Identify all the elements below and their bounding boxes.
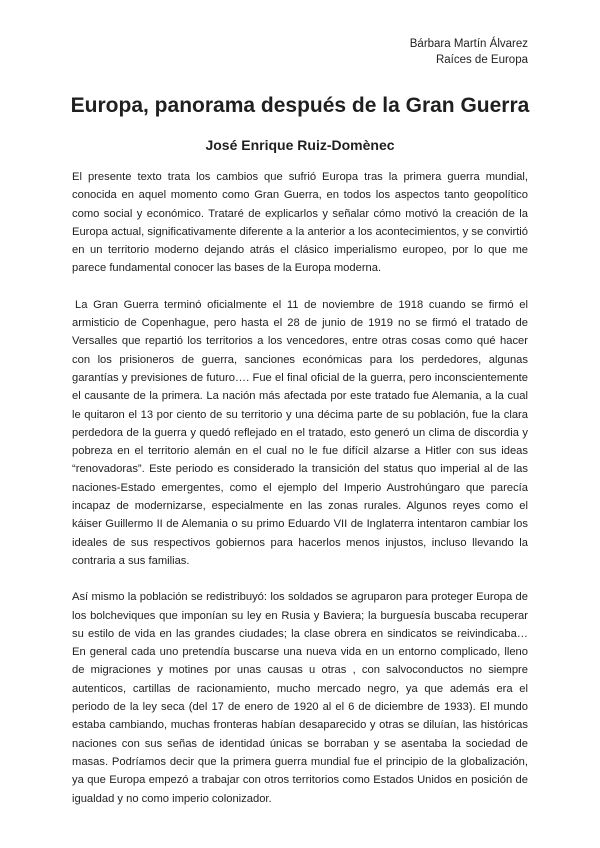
document-subtitle: José Enrique Ruiz-Domènec	[205, 137, 395, 153]
document-body	[72, 168, 528, 826]
author-name: Bárbara Martín Álvarez	[409, 38, 528, 50]
course-name: Raíces de Europa	[435, 54, 528, 66]
paragraph-intro: El presente texto trata los cambios que sufrió Europa tras la primera guerra mundial, conocida en aquel momento como Gran Guerra, en todos los aspectos tanto geopolítico como social y económico. Trataré de explicarlos y señalar cómo motivó la creación de la Europa actual, significativamente diferente a la anterior a los acontecimientos, y se convirtió en un territorio moderno dejando atrás el clásico imperialismo europeo, por lo que me parece fundamental conocer las bases de la Europa moderna.	[72, 171, 528, 275]
paragraph-poblacion: Así mismo la población se redistribuyó: los soldados se agruparon para proteger Europa de los bolcheviques que imponían su ley en Rusia y Baviera; la burguesía buscaba recuperar su estilo de vida en las grandes ciudades; la clase obrera en sindicatos se reivindicaba… En general cada uno pretendía buscarse una nueva vida en un entorno complicado, lleno de migraciones y motines por unas causas u otras , con salvoconductos no siempre autenticos, cartillas de racionamiento, mucho mercado negro, ya que además era el periodo de la ley seca (del 17 de enero de 1920 al el 6 de diciembre de 1933). El mundo estaba cambiando, muchas fronteras habían desaparecido y otras se diluían, las históricas naciones con sus señas de identidad únicas se borraban y se asentaba la sociedad de masas. Podríamos decir que la primera guerra mundial fue el principio de la globalización, ya que Europa empezó a trabajar con otros territorios como Estados Unidos en posición de igualdad y no como imperio colonizador.	[72, 591, 528, 805]
document-title: Europa, panorama después de la Gran Guerra	[70, 94, 530, 117]
paragraph-gran-guerra: La Gran Guerra terminó oficialmente el 11 de noviembre de 1918 cuando se firmó el armisticio de Copenhague, pero hasta el 28 de junio de 1919 no se firmó el tratado de Versalles que repartió los territorios a los vencedores, entre otras cosas como qué hacer con los prisioneros de guerra, sanciones económicas para los perdedores, algunas garantías y previsiones de futuro…. Fue el final oficial de la guerra, pero inconscientemente el causante de la primera. La nación más afectada por este tratado fue Alemania, a la cual le quitaron el 13 por ciento de su territorio y una décima parte de su población, fue la clara perdedora de la guerra y quedó reflejado en el tratado, esto generó un clima de discordia y pobreza en el territorio alemán en el cual no le fue difícil alzarse a Hitler con sus ideas “renovadoras”. Este periodo es considerado la transición del status quo imperial al de las naciones-Estado emergentes, como el ejemplo del Imperio Austrohúngaro que parecía incapaz de modernizarse, especialmente en las zonas rurales. Algunos reyes como el káiser Guillermo II de Alemania o su primo Eduardo VII de Inglaterra intentaron cambiar los ideales de sus respectivos gobiernos para hacerlos menos injustos, incluso llevando la contraria a sus familias.	[72, 298, 528, 567]
page-header	[410, 36, 528, 68]
